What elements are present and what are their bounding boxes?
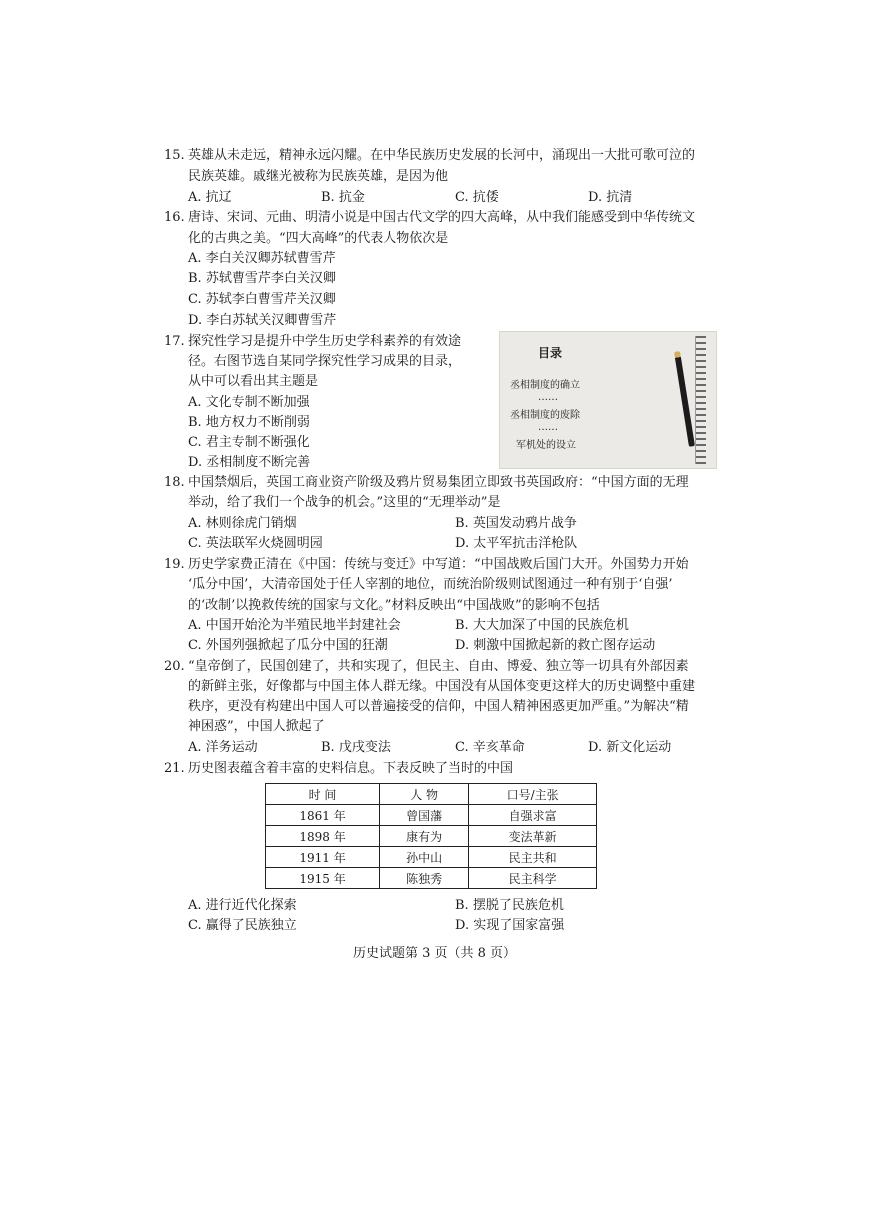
- q16-option-a[interactable]: A. 李白关汉卿苏轼曹雪芹: [188, 251, 336, 266]
- table-header-cell: 口号/主张: [469, 784, 597, 805]
- q20-option-c[interactable]: C. 辛亥革命: [455, 740, 525, 755]
- table-cell: 曾国藩: [380, 805, 469, 826]
- q18-option-a[interactable]: A. 林则徐虎门销烟: [188, 516, 297, 531]
- q21-number: 21.: [164, 761, 185, 776]
- q15-stem-line2: 民族英雄。戚继光被称为民族英雄，是因为他: [188, 169, 449, 184]
- q20-stem-line2: 的新鲜主张，好像都与中国主体人群无缘。中国没有从国体变更这样大的历史调整中重建: [188, 679, 696, 694]
- notebook-item: 丞相制度的废除: [510, 410, 580, 421]
- q16-stem-line2: 化的古典之美。“四大高峰”的代表人物依次是: [188, 231, 449, 246]
- q18-stem-line1: 18. 中国禁烟后，英国工商业资产阶级及鸦片贸易集团立即致书英国政府：“中国方面的无理: [164, 475, 689, 490]
- q17-option-b[interactable]: B. 地方权力不断削弱: [188, 415, 310, 430]
- q15-option-d[interactable]: D. 抗清: [588, 190, 633, 205]
- notebook-item: ……: [538, 392, 558, 403]
- table-row: [266, 805, 597, 826]
- notebook-spiral-rings: [695, 336, 706, 464]
- table-row: [266, 847, 597, 868]
- q17-stem-line3: 从中可以看出其主题是: [188, 374, 319, 389]
- table-cell: 1861 年: [266, 805, 380, 826]
- q20-stem-line1: 20. “皇帝倒了，民国创建了，共和实现了，但民主、自由、博爱、独立等一切具有外部因素: [164, 659, 689, 674]
- q17-stem-line1: 17. 探究性学习是提升中学生历史学科素养的有效途: [164, 334, 462, 349]
- q20-number: 20.: [164, 659, 185, 674]
- q18-stem-line2: 举动，给了我们一个战争的机会。”这里的“无理举动”是: [188, 495, 501, 510]
- table-header-cell: 人 物: [380, 784, 469, 805]
- q15-option-b[interactable]: B. 抗金: [321, 190, 365, 205]
- table-cell: 1915 年: [266, 868, 380, 889]
- table-cell: 康有为: [380, 826, 469, 847]
- q17-number: 17.: [164, 334, 185, 349]
- q19-option-b[interactable]: B. 大大加深了中国的民族危机: [455, 618, 629, 633]
- table-cell: 1911 年: [266, 847, 380, 868]
- table-cell: 民主科学: [469, 868, 597, 889]
- pen-icon: [674, 351, 695, 447]
- notebook-item: 军机处的设立: [516, 440, 576, 451]
- table-cell: 自强求富: [469, 805, 597, 826]
- table-cell: 孙中山: [380, 847, 469, 868]
- q20-stem-line4: 神困惑”，中国人掀起了: [188, 719, 325, 734]
- q18-option-d[interactable]: D. 太平军抗击洋枪队: [455, 536, 578, 551]
- q17-stem-line2: 径。右图节选自某同学探究性学习成果的目录，: [188, 354, 462, 369]
- table-cell: 陈独秀: [380, 868, 469, 889]
- q16-number: 16.: [164, 210, 185, 225]
- q17-notebook-figure: [499, 331, 717, 469]
- q16-stem-line1: 16. 唐诗、宋词、元曲、明清小说是中国古代文学的四大高峰，从中我们能感受到中华传统文: [164, 210, 696, 225]
- q21-stem-line1: 21. 历史图表蕴含着丰富的史料信息。下表反映了当时的中国: [164, 761, 514, 776]
- table-cell: 民主共和: [469, 847, 597, 868]
- table-row: [266, 868, 597, 889]
- q19-option-d[interactable]: D. 刺激中国掀起新的救亡图存运动: [455, 638, 656, 653]
- q21-option-a[interactable]: A. 进行近代化探索: [188, 898, 297, 913]
- q19-option-a[interactable]: A. 中国开始沦为半殖民地半封建社会: [188, 618, 401, 633]
- page-footer: 历史试题第 3 页（共 8 页）: [352, 946, 517, 961]
- q21-history-table: [265, 783, 597, 889]
- q21-option-d[interactable]: D. 实现了国家富强: [455, 918, 565, 933]
- q20-option-a[interactable]: A. 洋务运动: [188, 740, 258, 755]
- q17-option-d[interactable]: D. 丞相制度不断完善: [188, 455, 311, 470]
- q20-option-d[interactable]: D. 新文化运动: [588, 740, 672, 755]
- q15-option-a[interactable]: A. 抗辽: [188, 190, 232, 205]
- table-row: [266, 826, 597, 847]
- q15-number: 15.: [164, 148, 185, 163]
- q21-option-b[interactable]: B. 摆脱了民族危机: [455, 898, 564, 913]
- q19-stem-line3: 的‘改制’以挽救传统的国家与文化。”材料反映出“中国战败”的影响不包括: [188, 598, 600, 613]
- q19-option-c[interactable]: C. 外国列强掀起了瓜分中国的狂潮: [188, 638, 388, 653]
- q18-option-c[interactable]: C. 英法联军火烧圆明园: [188, 536, 323, 551]
- q18-number: 18.: [164, 475, 185, 490]
- q19-stem-line1: 19. 历史学家费正清在《中国：传统与变迁》中写道：“中国战败后国门大开。外国势力开始: [164, 557, 689, 572]
- q18-option-b[interactable]: B. 英国发动鸦片战争: [455, 516, 577, 531]
- q20-option-b[interactable]: B. 戊戌变法: [321, 740, 391, 755]
- notebook-item: ……: [538, 422, 558, 433]
- table-cell: 1898 年: [266, 826, 380, 847]
- q15-stem-line1: 15. 英雄从未走远，精神永远闪耀。在中华民族历史发展的长河中，涌现出一大批可歌可泣的: [164, 148, 696, 163]
- q16-option-d[interactable]: D. 李白苏轼关汉卿曹雪芹: [188, 313, 337, 328]
- q17-option-a[interactable]: A. 文化专制不断加强: [188, 395, 310, 410]
- notebook-contents-title: 目录: [538, 346, 563, 360]
- q16-option-b[interactable]: B. 苏轼曹雪芹李白关汉卿: [188, 271, 336, 286]
- table-header-row: [266, 784, 597, 805]
- q19-number: 19.: [164, 557, 185, 572]
- table-cell: 变法革新: [469, 826, 597, 847]
- q20-stem-line3: 秩序，更没有构建出中国人可以普遍接受的信仰，中国人精神困惑更加严重。”为解决“精: [188, 699, 689, 714]
- q16-option-c[interactable]: C. 苏轼李白曹雪芹关汉卿: [188, 292, 336, 307]
- notebook-item: 丞相制度的确立: [510, 380, 580, 391]
- q19-stem-line2: ‘瓜分中国’，大清帝国处于任人宰割的地位，而统治阶级则试图通过一种有别于‘自强’: [188, 577, 673, 592]
- q17-option-c[interactable]: C. 君主专制不断强化: [188, 435, 310, 450]
- q21-option-c[interactable]: C. 赢得了民族独立: [188, 918, 297, 933]
- table-header-cell: 时 间: [266, 784, 380, 805]
- q15-option-c[interactable]: C. 抗倭: [455, 190, 499, 205]
